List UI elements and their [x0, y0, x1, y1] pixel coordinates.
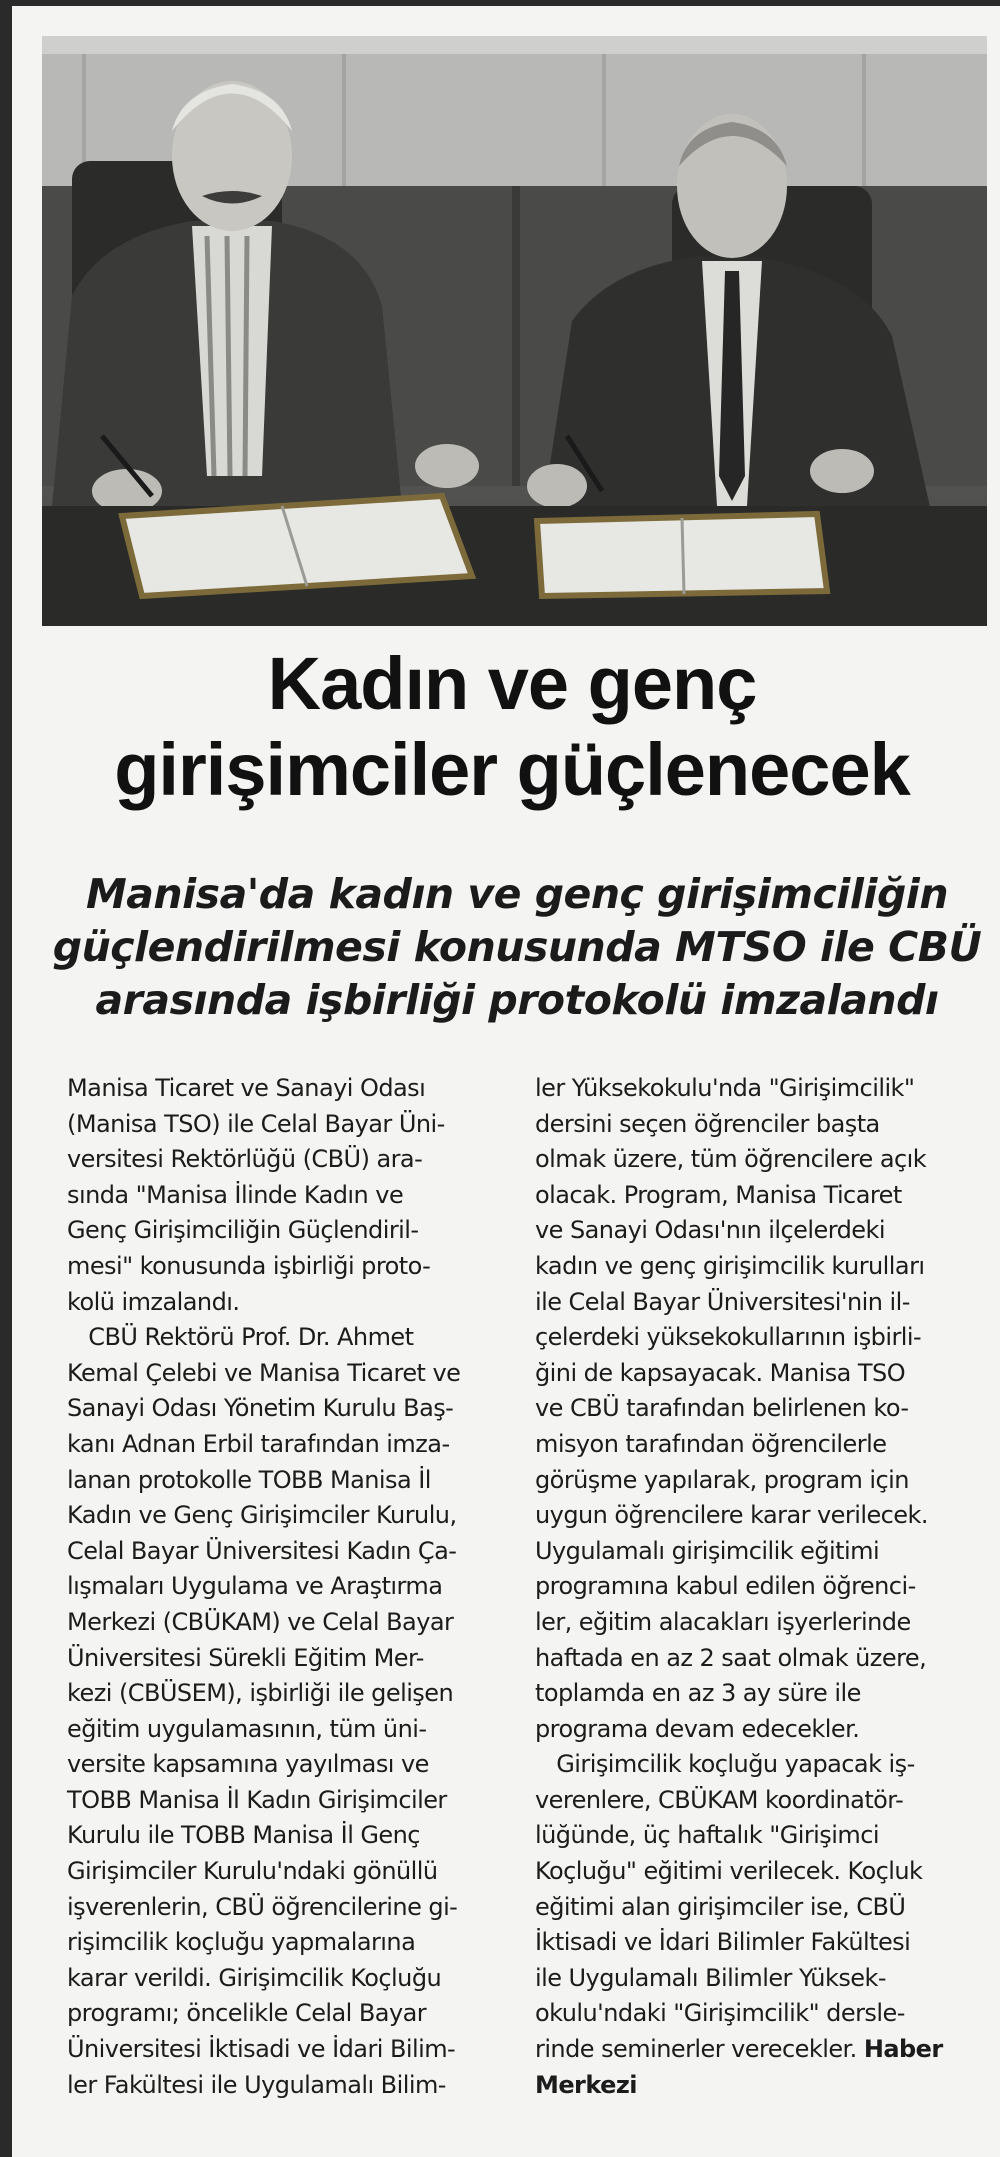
right-column-text: ler Yüksekokulu'nda "Girişimcilik" dersini seçen öğrenciler başta olmak üzere, tüm öğrencilere açık olacak. Program, Manisa Ticaret ve Sanayi Odası'nın ilçelerdeki kadın ve genç girişimcilik kurulları ile Celal Bayar Üniversitesi'nin il- çelerdeki yüksekokullarının işbirli- ğini de kapsayacak. Manisa TSO ve CBÜ tarafından belirlenen ko- misyon tarafından öğrencilerle görüşme yapılarak, program için uygun öğrencilere karar verilecek. Uygulamalı girişimcilik eğitimi programına kabul edilen öğrenci- ler, eğitim alacakları işyerlerinde haftada en az 2 saat olmak üzere, toplamda en az 3 ay süre ile programa devam edecekler. Girişimcilik koçluğu yapacak iş- verenlere, CBÜKAM koordinatör- lüğünde, üç haftalık "Girişimci Koçluğu" eğitimi verilecek. Koçluk eğitimi alan girişimciler ise, CBÜ İktisadi ve İdari Bilimler Fakültesi ile Uygulamalı Bilimler Yüksek- okulu'ndaki "Girişimcilik" dersle- rinde seminerler verecekler. — [535, 1074, 928, 2064]
signing-ceremony-photo — [42, 36, 987, 626]
subhead-line-2: güçlendirilmesi konusunda MTSO ile CBÜ — [52, 923, 982, 971]
article-headline — [32, 641, 992, 813]
signature-part-2: Merkezi — [535, 2070, 637, 2099]
headline-line-1: Kadın ve genç — [267, 642, 757, 725]
article-body-left-column: Manisa Ticaret ve Sanayi Odası (Manisa TSO) ile Celal Bayar Üni- versitesi Rektörlüğü (CBÜ) ara- sında "Manisa İlinde Kadın ve Genç Girişimciliğin Güçlendiril- mesi" konusunda işbirliği proto- kolü imzalandı. CBÜ Rektörü Prof. Dr. Ahmet Kemal Çelebi ve Manisa Ticaret ve Sanayi Odası Yönetim Kurulu Baş- kanı Adnan Erbil tarafından imza- lanan protokolle TOBB Manisa İl Kadın ve Genç Girişimciler Kurulu, Celal Bayar Üniversitesi Kadın Ça- lışmaları Uygulama ve Araştırma Merkezi (CBÜKAM) ve Celal Bayar Üniversitesi Sürekli Eğitim Mer- kezi (CBÜSEM), işbirliği ile gelişen eğitim uygulamasının, tüm üni- versite kapsamına yayılması ve TOBB Manisa İl Kadın Girişimciler Kurulu ile TOBB Manisa İl Genç Girişimciler Kurulu'ndaki gönüllü işverenlerin, CBÜ öğrencilerine gi- rişimcilik koçluğu yapmalarına karar verildi. Girişimcilik Koçluğu programı; öncelikle Celal Bayar Üniversitesi İktisadi ve İdari Bilim- ler Fakültesi ile Uygulamalı Bilim- — [67, 1074, 461, 2099]
subhead-line-3: arasında işbirliği protokolü imzalandı — [95, 976, 939, 1024]
article-subheadline — [52, 868, 982, 1027]
subhead-line-1: Manisa'da kadın ve genç girişimciliğin — [85, 870, 949, 918]
photo-illustration — [42, 36, 987, 626]
article-body-right-column — [535, 1071, 985, 2103]
signature-part-1: Haber — [863, 2035, 943, 2064]
headline-line-2: girişimciler güçlenecek — [114, 728, 910, 811]
